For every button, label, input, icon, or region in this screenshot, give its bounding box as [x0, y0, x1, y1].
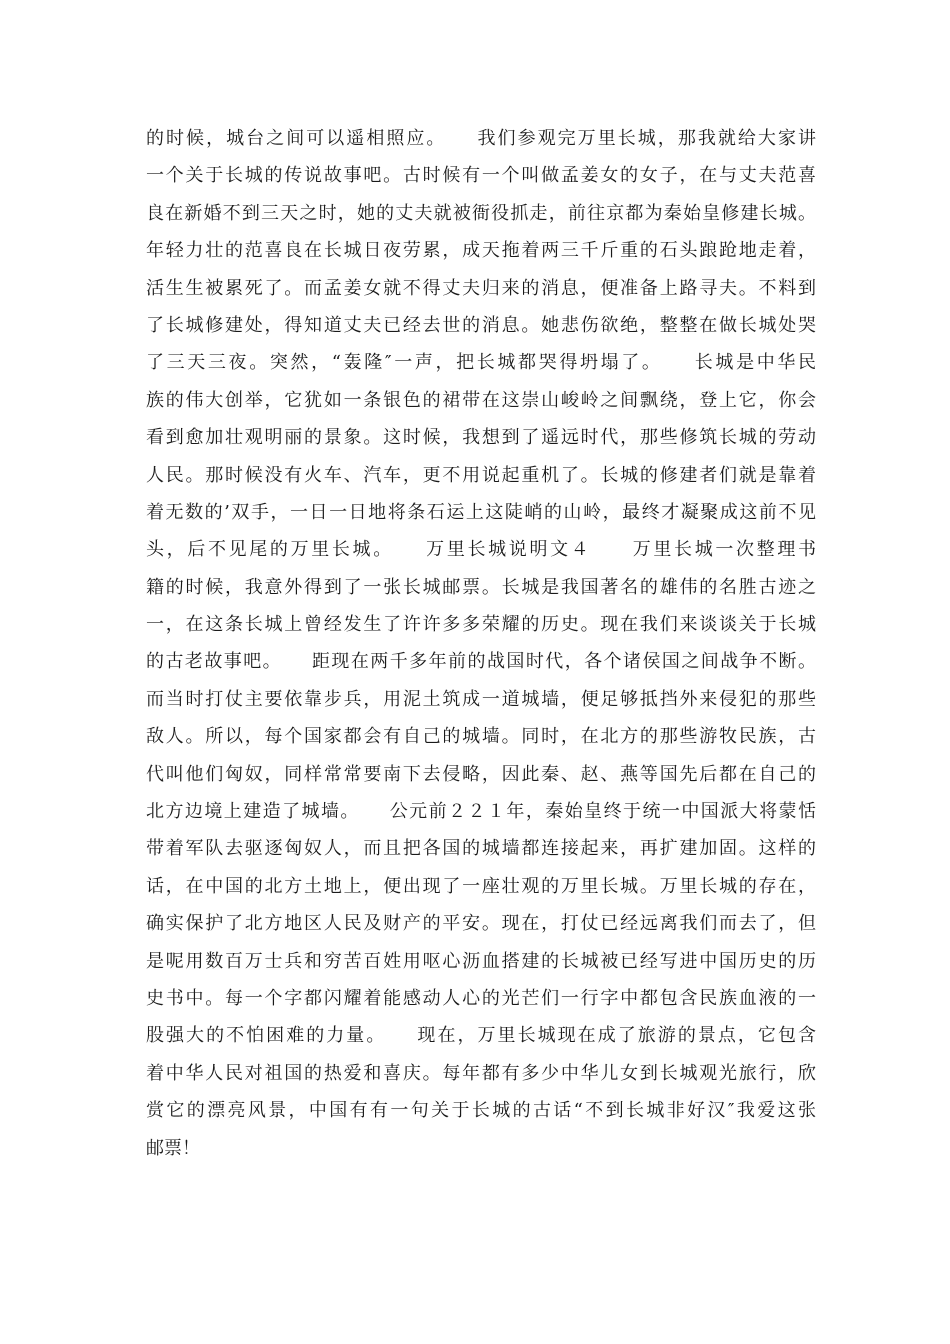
text-line: 邮票！	[146, 1137, 200, 1159]
text-line: 看到愈加壮观明丽的景象。这时候，我想到了遥远时代，那些修筑长城的劳动	[146, 427, 816, 449]
text-line: 是呢用数百万士兵和穷苦百姓用呕心沥血搭建的长城被已经写进中国历史的历	[146, 950, 816, 972]
text-line: 一个关于长城的传说故事吧。古时候有一个叫做孟姜女的女子，在与丈夫范喜	[146, 165, 816, 187]
text-line: 股强大的不怕困难的力量。 现在，万里长城现在成了旅游的景点，它包含	[146, 1025, 816, 1047]
text-line: 年轻力壮的范喜良在长城日夜劳累，成天拖着两三千斤重的石头踉跄地走着，	[146, 240, 816, 262]
text-line: 族的伟大创举，它犹如一条银色的裙带在这崇山峻岭之间飘绕，登上它，你会	[146, 389, 816, 411]
text-line: 赏它的漂亮风景，中国有有一句关于长城的古话“不到长城非好汉″我爱这张	[146, 1100, 816, 1122]
text-line: 敌人。所以，每个国家都会有自己的城墙。同时，在北方的那些游牧民族，古	[146, 726, 816, 748]
text-line: 话，在中国的北方土地上，便出现了一座壮观的万里长城。万里长城的存在，	[146, 875, 816, 897]
text-line: 着中华人民对祖国的热爱和喜庆。每年都有多少中华儿女到长城观光旅行，欣	[146, 1062, 816, 1084]
text-line: 人民。那时候没有火车、汽车，更不用说起重机了。长城的修建者们就是靠着	[146, 464, 816, 486]
body-text	[146, 120, 816, 1167]
text-line: 一，在这条长城上曾经发生了许许多多荣耀的历史。现在我们来谈谈关于长城	[146, 614, 816, 636]
text-line: 确实保护了北方地区人民及财产的平安。现在，打仗已经远离我们而去了，但	[146, 913, 816, 935]
text-line: 了长城修建处，得知道丈夫已经去世的消息。她悲伤欲绝，整整在做长城处哭	[146, 314, 816, 336]
text-line: 的古老故事吧。 距现在两千多年前的战国时代，各个诸侯国之间战争不断。	[146, 651, 816, 673]
text-line: 的时候，城台之间可以遥相照应。 我们参观完万里长城，那我就给大家讲	[146, 128, 816, 149]
text-line: 史书中。每一个字都闪耀着能感动人心的光芒们一行字中都包含民族血液的一	[146, 987, 816, 1009]
text-line: 代叫他们匈奴，同样常常要南下去侵略，因此秦、赵、燕等国先后都在自己的	[146, 763, 816, 785]
text-line: 籍的时候，我意外得到了一张长城邮票。长城是我国著名的雄伟的名胜古迹之	[146, 576, 816, 598]
text-line: 良在新婚不到三天之时，她的丈夫就被衙役抓走，前往京都为秦始皇修建长城。	[146, 202, 816, 224]
text-line: 头，后不见尾的万里长城。 万里长城说明文４ 万里长城一次整理书	[146, 539, 816, 561]
text-line: 着无数的’双手，一日一日地将条石运上这陡峭的山岭，最终才凝聚成这前不见	[146, 501, 816, 523]
text-line: 北方边境上建造了城墙。 公元前２２１年，秦始皇终于统一中国派大将蒙恬	[146, 801, 816, 823]
text-line: 而当时打仗主要依靠步兵，用泥土筑成一道城墙，便足够抵挡外来侵犯的那些	[146, 688, 816, 710]
text-line: 活生生被累死了。而孟姜女就不得丈夫归来的消息，便准备上路寻夫。不料到	[146, 277, 816, 299]
text-line: 带着军队去驱逐匈奴人，而且把各国的城墙都连接起来，再扩建加固。这样的	[146, 838, 816, 860]
text-line: 了三天三夜。突然，“轰隆″一声，把长城都哭得坍塌了。 长城是中华民	[146, 352, 816, 374]
